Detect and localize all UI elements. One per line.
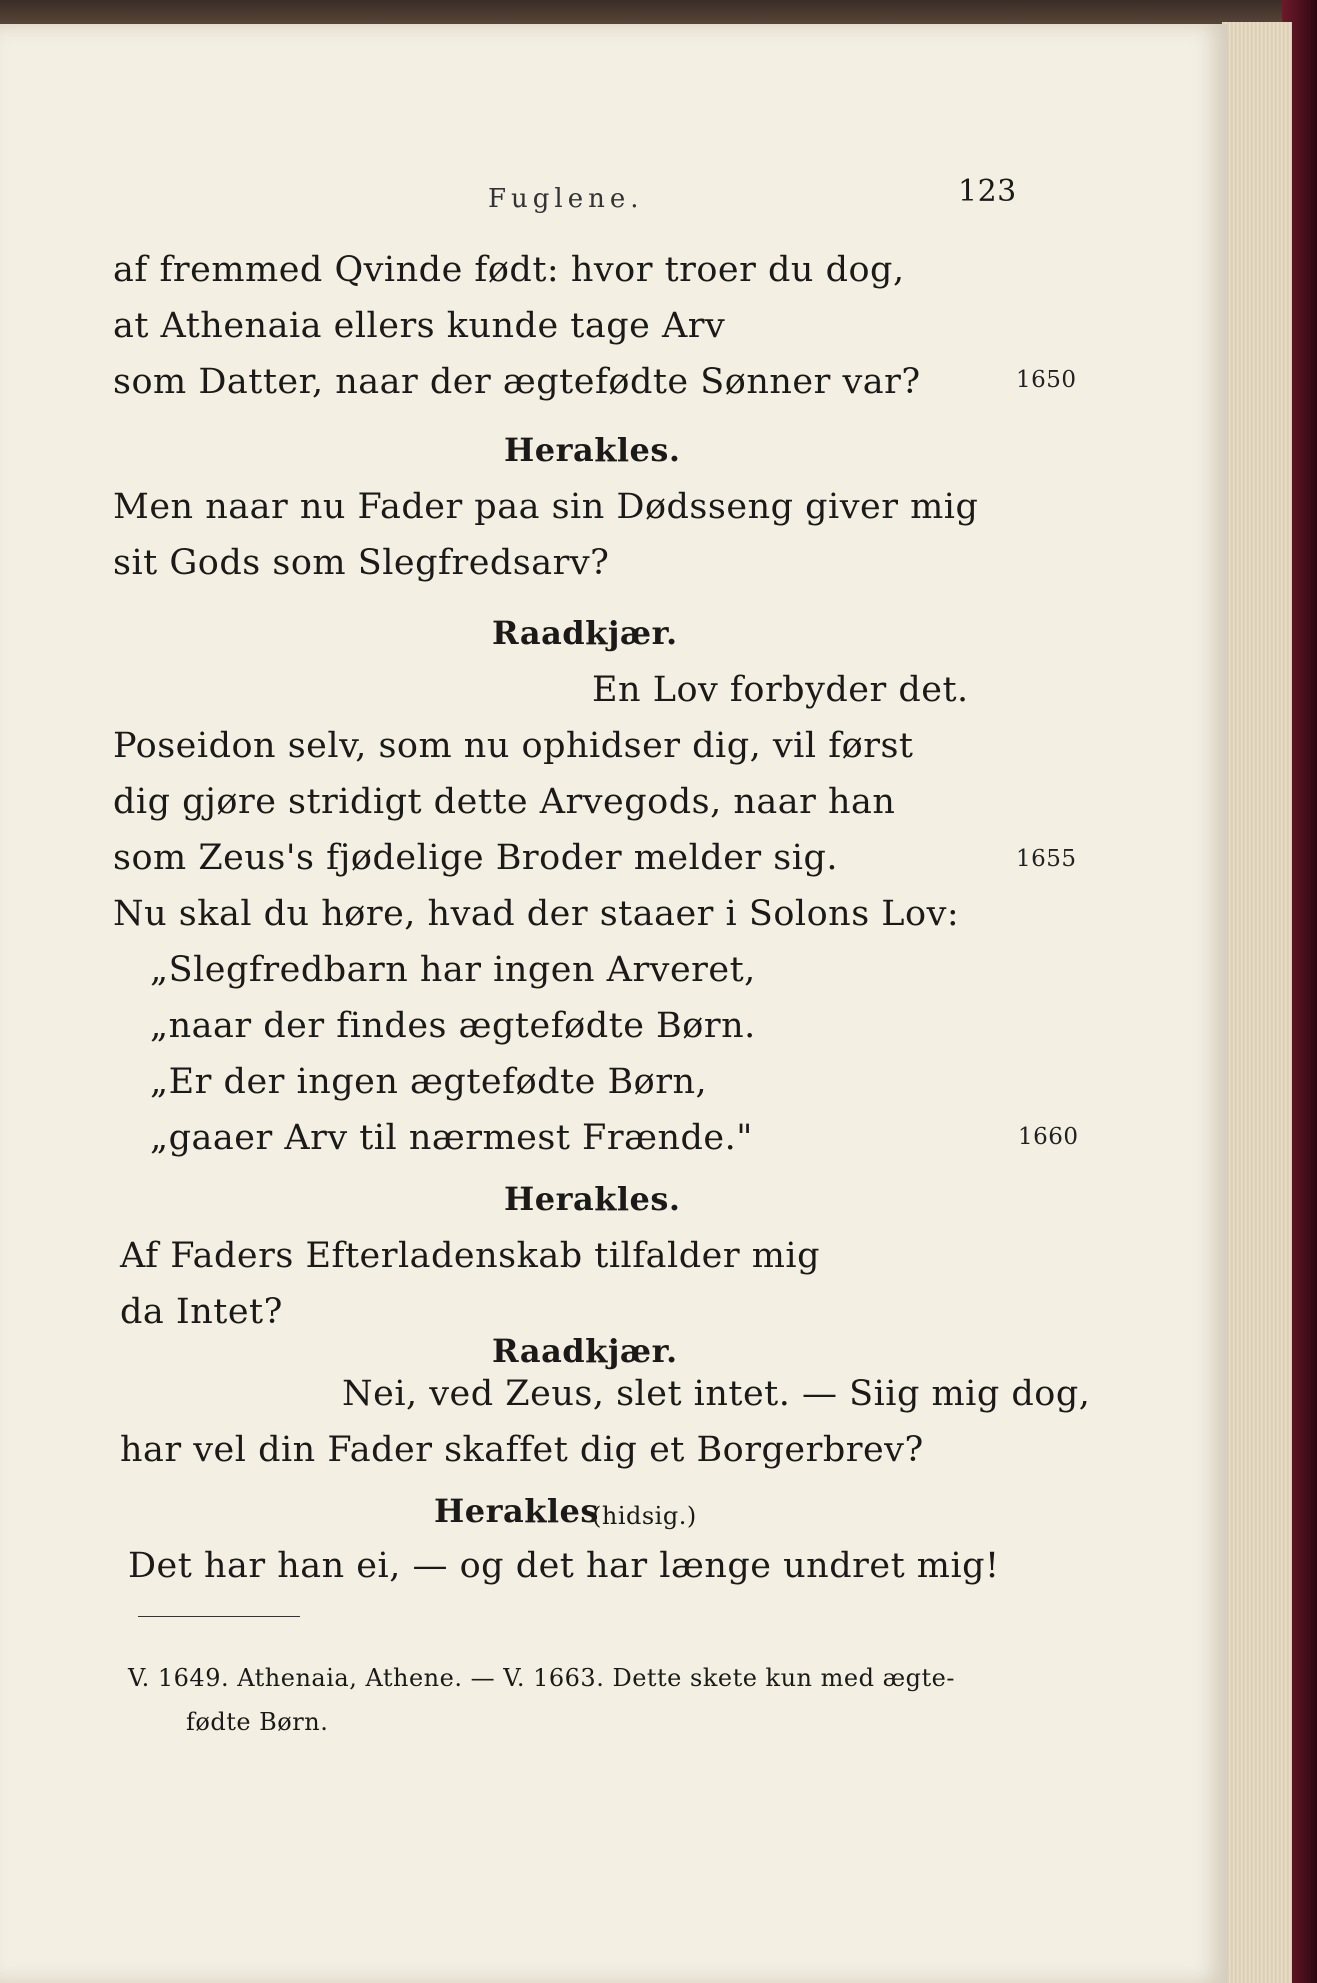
verse-line: En Lov forbyder det.: [592, 670, 969, 710]
speaker-name: Herakles.: [504, 431, 681, 469]
stage-direction: (hidsig.): [592, 1502, 697, 1530]
verse-line: Af Faders Efterladenskab tilfalder mig: [120, 1236, 820, 1276]
speaker-name: Raadkjær.: [492, 1332, 678, 1370]
verse-line: Nei, ved Zeus, slet intet. — Siig mig dog,: [342, 1374, 1091, 1414]
verse-line: har vel din Fader skaffet dig et Borgerbrev?: [120, 1430, 924, 1470]
page-stack-edge: [1222, 22, 1292, 1983]
verse-line: Poseidon selv, som nu ophidser dig, vil først: [113, 726, 914, 766]
line-number: 1655: [1016, 846, 1077, 872]
speaker-name: Raadkjær.: [492, 614, 678, 652]
verse-line: Men naar nu Fader paa sin Dødsseng giver mig: [113, 487, 979, 527]
speaker-name: Herakles.: [504, 1180, 681, 1218]
running-title: Fuglene.: [488, 184, 644, 214]
speaker-name: Herakles: [434, 1492, 599, 1530]
verse-line: da Intet?: [120, 1292, 283, 1332]
verse-line: som Datter, naar der ægtefødte Sønner var?: [113, 362, 921, 402]
verse-line: „Slegfredbarn har ingen Arveret,: [150, 950, 756, 990]
verse-line: Nu skal du høre, hvad der staaer i Solons Lov:: [113, 894, 960, 934]
line-number: 1650: [1016, 367, 1077, 393]
footnote-line: fødte Børn.: [186, 1708, 329, 1736]
verse-line: Det har han ei, — og det har længe undret mig!: [128, 1546, 1000, 1586]
verse-line: som Zeus's fjødelige Broder melder sig.: [113, 838, 838, 878]
book-page: [0, 24, 1228, 1983]
footnote-rule: [138, 1616, 300, 1617]
line-number: 1660: [1018, 1124, 1079, 1150]
verse-line: af fremmed Qvinde født: hvor troer du dog,: [113, 250, 905, 290]
verse-line: „gaaer Arv til nærmest Frænde.": [150, 1118, 753, 1158]
verse-line: „Er der ingen ægtefødte Børn,: [150, 1062, 708, 1102]
verse-line: at Athenaia ellers kunde tage Arv: [113, 306, 726, 346]
top-strip: [0, 0, 1317, 26]
verse-line: dig gjøre stridigt dette Arvegods, naar han: [113, 782, 896, 822]
verse-line: „naar der findes ægtefødte Børn.: [150, 1006, 756, 1046]
footnote-line: V. 1649. Athenaia, Athene. — V. 1663. Dette skete kun med ægte-: [128, 1664, 955, 1692]
verse-line: sit Gods som Slegfredsarv?: [113, 543, 610, 583]
page-number: 123: [958, 174, 1017, 209]
